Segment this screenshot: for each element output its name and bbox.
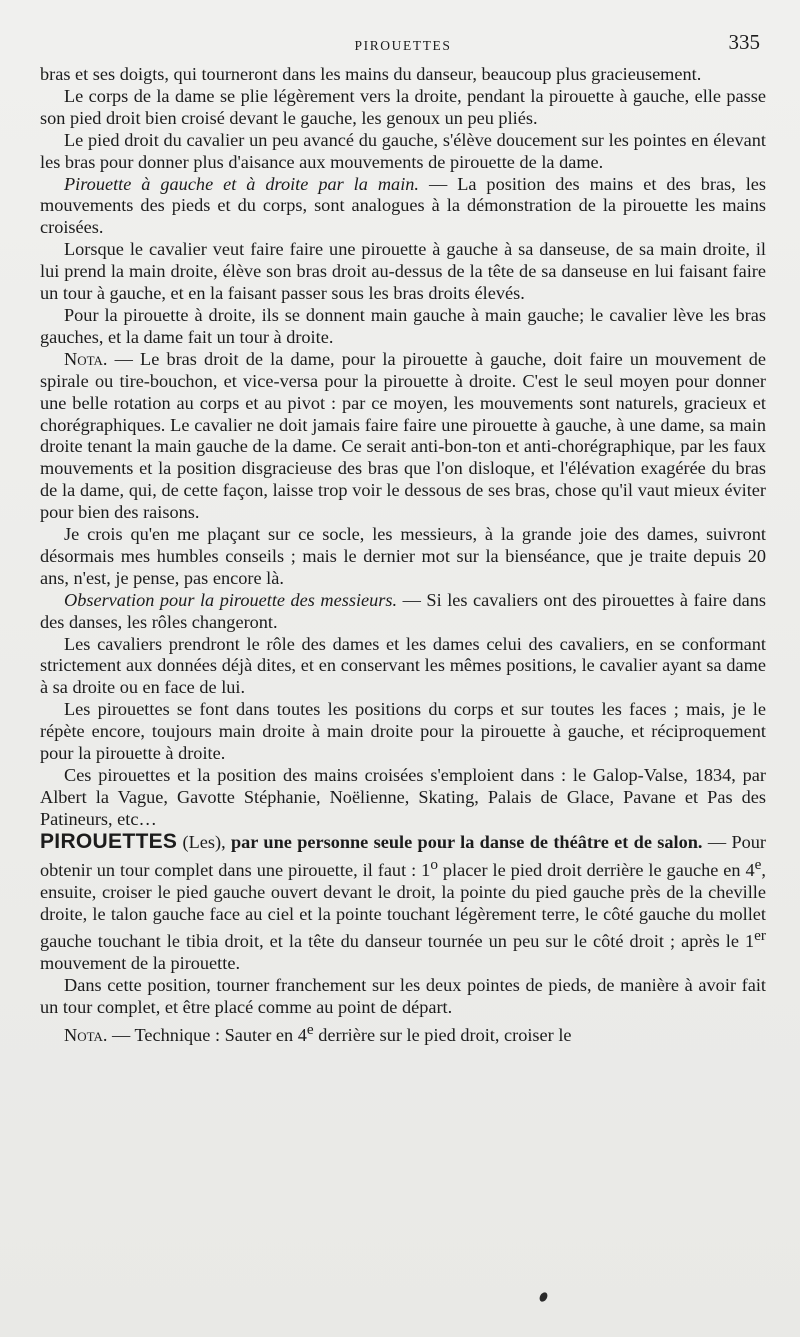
paragraph: Les pirouettes se font dans toutes les positions du corps et sur toutes les faces ; mais, je le répète encore, toujours main droite à main droite pour la pirouette à gauche, et réciproquement pour la pirouette à droite. [40,699,766,764]
entry-qualifier: (Les), [177,831,231,852]
paragraph: Pirouette à gauche et à droite par la main. — La position des mains et des bras, les mouvements des pieds et du corps, sont analogues à la démonstration de la pirouette les mains croisées. [40,173,767,238]
section-lead: Pirouette à gauche et à droite par la main. [64,173,419,194]
paragraph: Observation pour la pirouette des messieurs. — Si les cavaliers ont des pirouettes à faire dans des danses, les rôles changeront. [40,589,767,632]
paragraph: Les cavaliers prendront le rôle des dames et les dames celui des cavaliers, en se conformant strictement aux données déjà dites, et en conservant les mêmes positions, le cavalier ayant sa dame à sa droite ou en face de lui. [40,633,766,698]
paragraph: Le corps de la dame se plie légèrement vers la droite, pendant la pirouette à gauche, elle passe son pied droit bien croisé devant le gauche, les genoux un peu pliés. [40,85,766,128]
paragraph: Dans cette position, tourner franchement sur les deux pointes de pieds, de manière à avoir fait un tour complet, et être placé comme au point de départ. [40,975,766,1018]
paragraph: bras et ses doigts, qui tourneront dans les mains du danseur, beaucoup plus gracieusement. [40,64,702,84]
paragraph: Nota. — Le bras droit de la dame, pour la pirouette à gauche, doit faire un mouvement de spirale ou tire-bouchon, et vice-versa pour la pirouette à droite. C'est le seul moyen pour donner une belle rotation au corps et au pivot : par ce moyen, les mouvements sont naturels, gracieux et chorégraphiques. Le cavalier ne doit jamais faire faire une pirouette à gauche, à une dame, sa main droite tenant la main gauche de la dame. Ce serait anti-bon-ton et anti-chorégraphique, par les faux mouvements et la position disgracieuse des bras que l'on disloque, et l'élévation exagérée du bras de la dame, qui, de cette façon, laisse trop voir le dessous de ses bras, chose qu'il vaut mieux éviter pour bien des raisons. [40,348,766,523]
paragraph: Je crois qu'en me plaçant sur ce socle, les messieurs, à la grande joie des dames, suivront désormais mes humbles conseils ; mais le dernier mot sur la bienséance, que je traite depuis 20 ans, n'est, je pense, pas encore là. [40,524,766,588]
page-header [40,28,766,64]
paragraph: Le pied droit du cavalier un peu avancé du gauche, s'élève doucement sur les pointes en élevant les bras pour donner plus d'aisance aux mouvements de pirouette de la dame. [40,129,766,172]
section-lead: Observation pour la pirouette des messieurs. [64,589,398,610]
nota-label: Nota. [64,1025,108,1046]
dictionary-entry: PIROUETTES (Les), par une personne seule pour la danse de théâtre et de salon. — Pour obtenir un tour complet dans une pirouette, il faut : 1$^o$ placer le pied droit derrière le gauche en 4e, ensuite, croiser le pied gauche ouvert devant le droit, la pointe du pied gauche près de la cheville droite, le talon gauche face au ciel et la pointe touchant légèrement terre, le côté gauche du mollet gauche touchant le tibia droit, et la tête du danseur tournée un peu sur le côté droit ; après le 1er mouvement de la pirouette. [40,829,766,974]
ink-spot [538,1291,549,1303]
body-text [40,64,766,1047]
running-title: PIROUETTES [354,38,452,53]
entry-headword: PIROUETTES [40,829,178,853]
paragraph: Nota. — Technique : Sauter en 4e derrière sur le pied droit, croiser le [64,1021,572,1046]
page-number: 335 [728,30,760,54]
nota-label: Nota. [64,348,108,369]
entry-subtitle: par une personne seule pour la danse de théâtre et de salon. [231,831,703,852]
paragraph: Lorsque le cavalier veut faire faire une pirouette à gauche à sa danseuse, de sa main droite, il lui prend la main droite, élève son bras droit au-dessus de la tête de sa danseuse en lui faisant faire un tour à gauche, et en la faisant passer sous les bras droits élevés. [40,239,766,304]
paragraph: Ces pirouettes et la position des mains croisées s'emploient dans : le Galop-Valse, 1834, par Albert la Vague, Gavotte Stéphanie, Noëlienne, Skating, Palais de Glace, Pavane et Pas des Patineurs, etc… [40,765,766,829]
paragraph: Pour la pirouette à droite, ils se donnent main gauche à main gauche; le cavalier lève les bras gauches, et la dame fait un tour à droite. [40,304,766,347]
